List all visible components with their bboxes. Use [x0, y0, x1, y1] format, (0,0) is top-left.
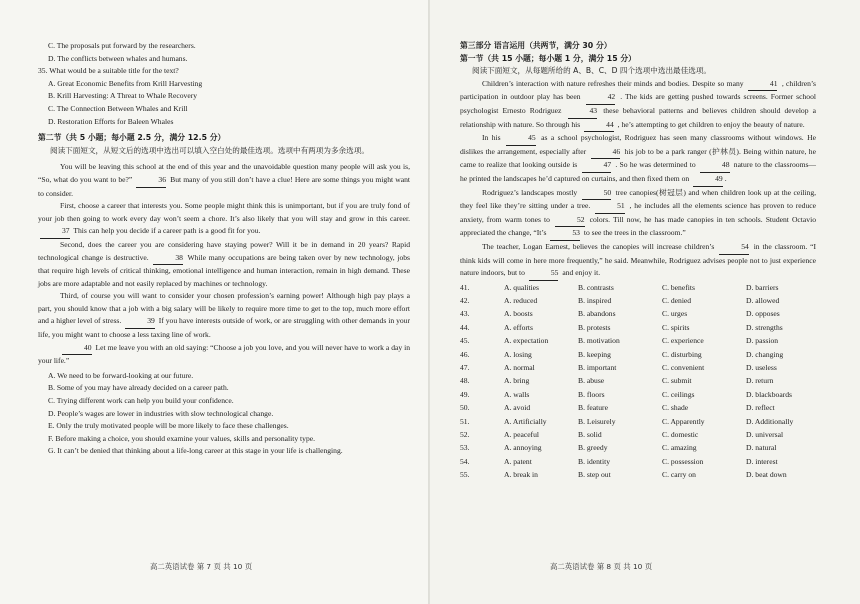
- option-c: C. amazing: [662, 443, 697, 453]
- option-b: B. Some of you may have already decided on a career path.: [48, 383, 229, 393]
- option-d: D. strengths: [746, 322, 783, 332]
- option-d: D. People’s wages are lower in industries with slow technological change.: [48, 408, 274, 418]
- option-c: C. denied: [662, 296, 692, 306]
- option-d: D. allowed: [746, 296, 780, 306]
- option-c: C. ceilings: [662, 389, 695, 399]
- blank-46: 46: [591, 146, 621, 160]
- cloze-option-row: [460, 443, 793, 456]
- option-d: D. beat down: [746, 470, 787, 480]
- section-2-instructions: 阅读下面短文，从短文后的选项中选出可以填入空白处的最佳选项。选项中有两项为多余选项。: [50, 145, 369, 155]
- question-number: 44.: [460, 322, 470, 332]
- blank-42: 42: [586, 91, 616, 105]
- question-number: 41.: [460, 282, 470, 292]
- option-d: D. useless: [746, 363, 777, 373]
- blank-44: 44: [584, 119, 614, 133]
- option-b: B. identity: [578, 456, 611, 466]
- question-number: 51.: [460, 416, 470, 426]
- cloze-option-row: [460, 390, 793, 403]
- cloze-option-row: [460, 296, 793, 309]
- option-c: C. benefits: [662, 282, 695, 292]
- option-b: B. greedy: [578, 443, 608, 453]
- option-d: D. changing: [746, 349, 784, 359]
- option-d: D. barriers: [746, 282, 779, 292]
- option-d: D. opposes: [746, 309, 780, 319]
- blank-36: 36: [136, 174, 166, 188]
- passage-paragraph-4: Third, of course you will want to consider your chosen profession’s earning power! Although high pay plays a part, you should know that a job with a big salary will be likely to require more time to get to the top, much more effort and a higher level of stress. 39 If you have interests outside of work, or are struggling with other demands in your life, you might want to choose a less taxing line of work.: [38, 291, 410, 340]
- option-c: C. Trying different work can help you build your confidence.: [48, 396, 234, 406]
- option-c: C. Apparently: [662, 416, 705, 426]
- option-d: D. universal: [746, 429, 784, 439]
- q35-option-a: A. Great Economic Benefits from Krill Harvesting: [48, 78, 203, 88]
- cloze-option-row: [460, 350, 793, 363]
- q34-option-c: C. The proposals put forward by the researchers.: [48, 41, 196, 50]
- cloze-paragraph-3: Rodriguez’s landscapes mostly 50 tree canopies(树冠层) and when children look up at the ceiling, they feel like they’re sitting under a tree. 51 , he includes all the elements science has proven to reduce anxiety, from warm tones to 52 colors. Till now, he has made canopies in ten schools. Student Octavio appreciated the change, “It’s 53 to see the trees in the classroom.”: [460, 187, 816, 241]
- cloze-option-row: [460, 403, 793, 416]
- option-a: A. efforts: [504, 322, 533, 332]
- blank-37: 37: [40, 225, 70, 239]
- cloze-paragraph-1: Children’s interaction with nature refreshes their minds and bodies. Despite so many 41 , children’s participation in outdoor play has been 42 . The kids are getting pushed towards screens. Former school psychologist Ernesto Rodriguez 43 these behavioral patterns and believes children should develop a relationship with nature. So through his 44 , he’s attempting to get children to enjoy the beauty of nature.: [460, 78, 816, 132]
- option-b: B. feature: [578, 403, 608, 413]
- blank-38: 38: [153, 252, 183, 266]
- blank-50: 50: [582, 187, 612, 201]
- option-c: C. spirits: [662, 322, 690, 332]
- option-a: A. reduced: [504, 296, 538, 306]
- section-1-title: 第一节（共 15 小题；每小题 1 分，满分 15 分）: [460, 53, 636, 63]
- option-a: A. qualities: [504, 282, 540, 292]
- option-d: D. return: [746, 376, 774, 386]
- option-b: B. important: [578, 363, 617, 373]
- option-a: A. boosts: [504, 309, 533, 319]
- cloze-option-row: [460, 323, 793, 336]
- option-a: A. normal: [504, 363, 535, 373]
- option-a: A. peaceful: [504, 429, 539, 439]
- q34-option-d: D. The conflicts between whales and humans.: [48, 53, 188, 63]
- question-number: 45.: [460, 336, 470, 346]
- cloze-option-row: [460, 283, 793, 296]
- blank-53: 53: [550, 227, 580, 241]
- question-number: 46.: [460, 349, 470, 359]
- cloze-options-table: [460, 283, 793, 484]
- blank-41: 41: [748, 78, 778, 92]
- option-a: A. losing: [504, 349, 532, 359]
- option-g: G. It can’t be denied that thinking about a life-long career at this stage in your life is challenging.: [48, 446, 343, 456]
- blank-47: 47: [582, 159, 612, 173]
- cloze-option-row: [460, 470, 793, 483]
- option-b: B. keeping: [578, 349, 611, 359]
- blank-48: 48: [700, 159, 730, 173]
- page-footer: 高二英语试卷 第 8 页 共 10 页: [550, 562, 653, 571]
- option-c: C. possession: [662, 456, 704, 466]
- option-c: C. urges: [662, 309, 688, 319]
- option-e: E. Only the truly motivated people will be more likely to face these challenges.: [48, 421, 289, 431]
- question-number: 50.: [460, 403, 470, 413]
- option-a: A. expectation: [504, 336, 549, 346]
- cloze-option-row: [460, 430, 793, 443]
- option-d: D. Additionally: [746, 416, 794, 426]
- option-a: A. break in: [504, 470, 538, 480]
- blank-39: 39: [125, 315, 155, 329]
- blank-45: 45: [506, 132, 536, 146]
- question-number: 49.: [460, 389, 470, 399]
- q35-option-c: C. The Connection Between Whales and Krill: [48, 103, 188, 113]
- blank-49: 49: [693, 173, 723, 187]
- exam-page-8: [430, 0, 860, 604]
- cloze-option-row: [460, 457, 793, 470]
- option-b: B. abandons: [578, 309, 616, 319]
- q35-option-d: D. Restoration Efforts for Baleen Whales: [48, 116, 174, 126]
- question-number: 54.: [460, 456, 470, 466]
- option-d: D. natural: [746, 443, 777, 453]
- cloze-paragraph-2: In his 45 as a school psychologist, Rodriguez has seen many classrooms without windows. He dislikes the arrangement, especially after 46 his job to be a park ranger (护林员). Being within nature, he came to realize that looking outside is 47 . So he was determined to 48 nature to the classrooms—he printed the landscapes he’d captured on curtains, and then fixed them on 49 .: [460, 132, 816, 186]
- passage-paragraph-5: 40 Let me leave you with an old saying: “Choose a job you love, and you will never have to work a day in your life.”: [38, 342, 411, 366]
- passage-paragraph-3: Second, does the career you are considering have staying power? Will it be in demand in 20 years? Rapid technological change is destructive. 38 While many occupations are being taken over by new technology, jobs that require high levels of critical thinking, emotional intelligence and human interaction, remain in high demand. These jobs are more adaptable and not easily replaced by machines or technology.: [38, 239, 410, 288]
- blank-40: 40: [62, 342, 92, 356]
- question-number: 55.: [460, 470, 470, 480]
- option-b: B. solid: [578, 429, 602, 439]
- option-a: A. annoying: [504, 443, 542, 453]
- option-b: B. protests: [578, 322, 611, 332]
- cloze-option-row: [460, 376, 793, 389]
- blank-55: 55: [529, 267, 559, 281]
- option-d: D. blackboards: [746, 389, 792, 399]
- option-b: B. step out: [578, 470, 611, 480]
- passage-paragraph-2: First, choose a career that interests you. Some people might think this is unimportant, but if you are truly fond of your job then going to work every day won’t seem a chore. It’s also likely that you will stay and grow in this career. 37 This can help you decide if a career path is a good fit for you.: [38, 200, 410, 239]
- question-number: 43.: [460, 309, 470, 319]
- cloze-option-row: [460, 309, 793, 322]
- passage-paragraph-1: You will be leaving this school at the end of this year and the unavoidable question many people will ask you is, “So, what do you want to be?” 36 But many of you still don’t have a clue! Here are some things you might want to consider.: [38, 162, 410, 198]
- option-c: C. submit: [662, 376, 692, 386]
- option-d: D. passion: [746, 336, 779, 346]
- option-b: B. floors: [578, 389, 605, 399]
- option-d: D. interest: [746, 456, 778, 466]
- option-c: C. experience: [662, 336, 704, 346]
- option-c: C. convenient: [662, 363, 705, 373]
- option-b: B. abuse: [578, 376, 605, 386]
- option-c: C. disturbing: [662, 349, 702, 359]
- option-a: A. bring: [504, 376, 530, 386]
- option-b: B. motivation: [578, 336, 620, 346]
- question-number: 53.: [460, 443, 470, 453]
- blank-43: 43: [568, 105, 598, 119]
- blank-54: 54: [719, 241, 749, 255]
- section-2-title: 第二节（共 5 小题；每小题 2.5 分，满分 12.5 分）: [38, 133, 226, 143]
- question-number: 52.: [460, 429, 470, 439]
- option-d: D. reflect: [746, 403, 775, 413]
- page-footer: 高二英语试卷 第 7 页 共 10 页: [150, 562, 253, 571]
- part-3-title: 第三部分 语言运用（共两节，满分 30 分）: [460, 41, 612, 50]
- option-c: C. domestic: [662, 429, 699, 439]
- question-35: 35. What would be a suitable title for the text?: [38, 66, 179, 76]
- option-a: A. We need to be forward-looking at our future.: [48, 370, 194, 380]
- question-number: 48.: [460, 376, 470, 386]
- option-a: A. avoid: [504, 403, 531, 413]
- question-number: 42.: [460, 296, 470, 306]
- option-a: A. Artificially: [504, 416, 547, 426]
- section-1-instructions: 阅读下面短文，从每题所给的 A、B、C、D 四个选项中选出最佳选项。: [472, 66, 712, 76]
- blank-51: 51: [595, 200, 625, 214]
- blank-52: 52: [555, 214, 585, 228]
- option-b: B. inspired: [578, 296, 612, 306]
- option-a: A. walls: [504, 389, 530, 399]
- cloze-paragraph-4: The teacher, Logan Earnest, believes the canopies will increase children’s 54 in the classroom. “I think kids will come in here more frequently,” he said. Meanwhile, Rodriguez advises people not to just experience nature indoors, but to 55 and enjoy it.: [460, 241, 816, 281]
- option-c: C. carry on: [662, 470, 696, 480]
- cloze-option-row: [460, 336, 793, 349]
- option-b: B. Leisurely: [578, 416, 616, 426]
- question-number: 47.: [460, 363, 470, 373]
- cloze-option-row: [460, 417, 793, 430]
- q35-option-b: B. Krill Harvesting: A Threat to Whale Recovery: [48, 91, 198, 101]
- option-f: F. Before making a choice, you should examine your values, skills and personality type.: [48, 433, 316, 443]
- option-c: C. shade: [662, 403, 689, 413]
- option-b: B. contrasts: [578, 282, 614, 292]
- cloze-option-row: [460, 363, 793, 376]
- option-a: A. patent: [504, 456, 532, 466]
